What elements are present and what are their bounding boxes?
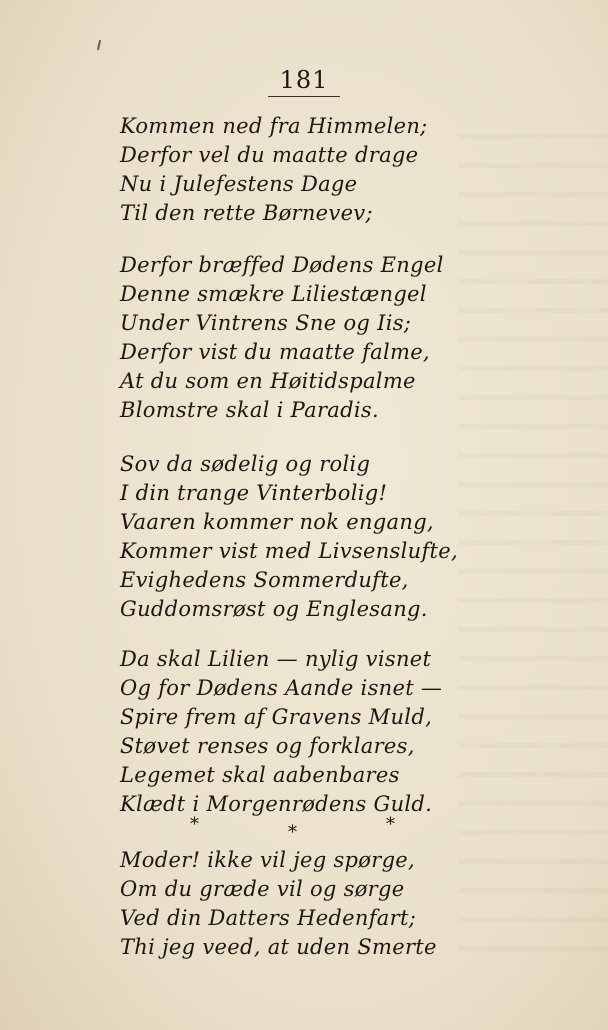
stanza (120, 846, 437, 962)
verse-line: Thi jeg veed, at uden Smerte (120, 935, 437, 959)
stanza (120, 645, 442, 819)
stanza (120, 251, 444, 425)
asterism-divider (120, 814, 410, 843)
verse-line: Legemet skal aabenbares (120, 763, 400, 787)
verse-line: Blomstre skal i Paradis. (120, 398, 379, 422)
verse-line: Vaaren kommer nok engang, (120, 510, 434, 534)
verse-line: Kommen ned fra Himmelen; (120, 114, 428, 138)
page-number: 181 (279, 66, 329, 94)
asterisk: * (386, 814, 395, 835)
verse-line: Til den rette Børnevev; (120, 201, 373, 225)
verse-line: Evighedens Sommerdufte, (120, 568, 409, 592)
verse-line: Denne smækre Liliestængel (120, 282, 427, 306)
verse-line: Spire frem af Gravens Muld, (120, 705, 433, 729)
verse-line: Derfor vist du maatte falme, (120, 340, 430, 364)
verse-line: Derfor bræffed Dødens Engel (120, 253, 444, 277)
verse-line: I din trange Vinterbolig! (120, 481, 388, 505)
verse-line: Sov da sødelig og rolig (120, 452, 371, 476)
verse-line: Under Vintrens Sne og Iis; (120, 311, 412, 335)
verse-line: Kommer vist med Livsenslufte, (120, 539, 458, 563)
verse-line: Støvet renses og forklares, (120, 734, 415, 758)
asterisk: * (288, 822, 297, 843)
verse-line: At du som en Høitidspalme (120, 369, 416, 393)
verse-line: Om du græde vil og sørge (120, 877, 405, 901)
bleed-through-shadow (458, 110, 608, 970)
verse-line: Moder! ikke vil jeg spørge, (120, 848, 416, 872)
stanza (120, 112, 428, 228)
header-rule (268, 96, 340, 97)
verse-line: Nu i Julefestens Dage (120, 172, 358, 196)
verse-line: Da skal Lilien — nylig visnet (120, 647, 432, 671)
verse-line: Klædt i Morgenrødens Guld. (120, 792, 433, 816)
ink-mark (97, 40, 101, 50)
verse-line: Ved din Datters Hedenfart; (120, 906, 417, 930)
verse-line: Derfor vel du maatte drage (120, 143, 419, 167)
verse-line: Og for Dødens Aande isnet — (120, 676, 443, 700)
stanza (120, 450, 458, 624)
asterisk: * (190, 814, 199, 835)
verse-line: Guddomsrøst og Englesang. (120, 597, 428, 621)
